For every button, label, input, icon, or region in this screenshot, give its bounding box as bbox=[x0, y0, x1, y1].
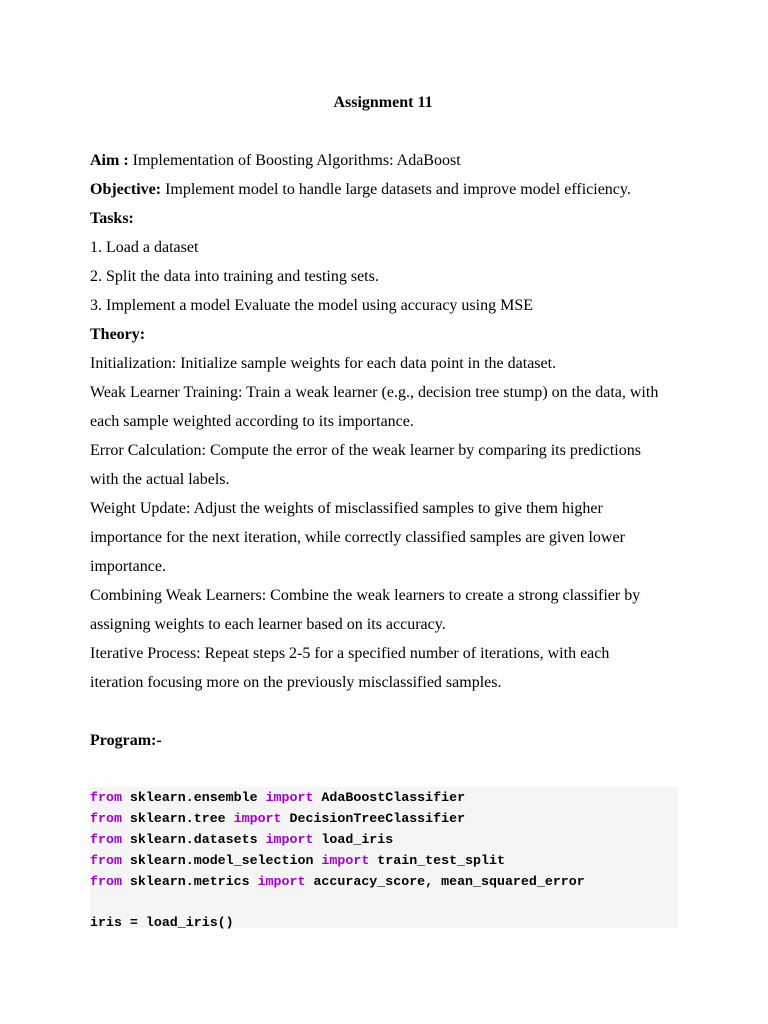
program-heading: Program:- bbox=[90, 732, 162, 749]
theory-line: assigning weights to each learner based on its accuracy. bbox=[90, 616, 446, 633]
task-item: 2. Split the data into training and testing sets. bbox=[90, 268, 379, 285]
theory-line: importance for the next iteration, while correctly classified samples are given lower bbox=[90, 529, 625, 546]
code-keyword: import bbox=[321, 853, 370, 868]
code-module: sklearn.ensemble bbox=[121, 790, 266, 805]
document-body bbox=[90, 146, 680, 697]
theory-line: Weak Learner Training: Train a weak learner (e.g., decision tree stump) on the data, with bbox=[90, 384, 659, 401]
code-module: sklearn.model_selection bbox=[121, 853, 322, 868]
code-line: iris = load_iris() bbox=[90, 915, 234, 930]
code-name: load_iris bbox=[313, 832, 394, 847]
code-line bbox=[90, 850, 678, 871]
code-blank-line bbox=[90, 892, 678, 912]
code-keyword: import bbox=[233, 811, 282, 826]
aim-label: Aim : bbox=[90, 152, 129, 169]
theory-line: Error Calculation: Compute the error of the weak learner by comparing its predictions bbox=[90, 442, 641, 459]
theory-line: importance. bbox=[90, 558, 166, 575]
code-keyword: import bbox=[265, 790, 314, 805]
code-keyword: from bbox=[90, 790, 122, 805]
objective-label: Objective: bbox=[90, 181, 162, 198]
objective-text: Implement model to handle large datasets and improve model efficiency. bbox=[161, 181, 631, 198]
code-module: sklearn.metrics bbox=[121, 874, 258, 889]
theory-heading: Theory: bbox=[90, 326, 146, 343]
theory-line: Initialization: Initialize sample weights for each data point in the dataset. bbox=[90, 355, 557, 372]
theory-line: each sample weighted according to its importance. bbox=[90, 413, 414, 430]
code-module: sklearn.tree bbox=[121, 811, 234, 826]
code-keyword: import bbox=[257, 874, 306, 889]
code-module: sklearn.datasets bbox=[121, 832, 266, 847]
theory-line: with the actual labels. bbox=[90, 471, 230, 488]
code-keyword: import bbox=[265, 832, 314, 847]
code-keyword: from bbox=[90, 853, 122, 868]
code-keyword: from bbox=[90, 874, 122, 889]
task-item: 3. Implement a model Evaluate the model using accuracy using MSE bbox=[90, 297, 533, 314]
code-line bbox=[90, 871, 678, 892]
code-line bbox=[90, 829, 678, 850]
code-block bbox=[90, 787, 678, 928]
code-line bbox=[90, 787, 678, 808]
code-name: AdaBoostClassifier bbox=[313, 790, 466, 805]
task-item: 1. Load a dataset bbox=[90, 239, 199, 256]
document-title: Assignment 11 bbox=[333, 94, 433, 111]
code-name: DecisionTreeClassifier bbox=[281, 811, 466, 826]
aim-line bbox=[90, 146, 680, 175]
theory-line: Iterative Process: Repeat steps 2-5 for a specified number of iterations, with each bbox=[90, 645, 610, 662]
code-line bbox=[90, 808, 678, 829]
tasks-heading: Tasks: bbox=[90, 210, 134, 227]
aim-text: Implementation of Boosting Algorithms: AdaBoost bbox=[128, 152, 461, 169]
code-keyword: from bbox=[90, 811, 122, 826]
theory-line: Combining Weak Learners: Combine the weak learners to create a strong classifier by bbox=[90, 587, 641, 604]
code-name: accuracy_score, mean_squared_error bbox=[305, 874, 585, 889]
theory-line: Weight Update: Adjust the weights of misclassified samples to give them higher bbox=[90, 500, 603, 517]
theory-line: iteration focusing more on the previously misclassified samples. bbox=[90, 674, 502, 691]
code-keyword: from bbox=[90, 832, 122, 847]
objective-line bbox=[90, 175, 680, 204]
code-name: train_test_split bbox=[369, 853, 505, 868]
